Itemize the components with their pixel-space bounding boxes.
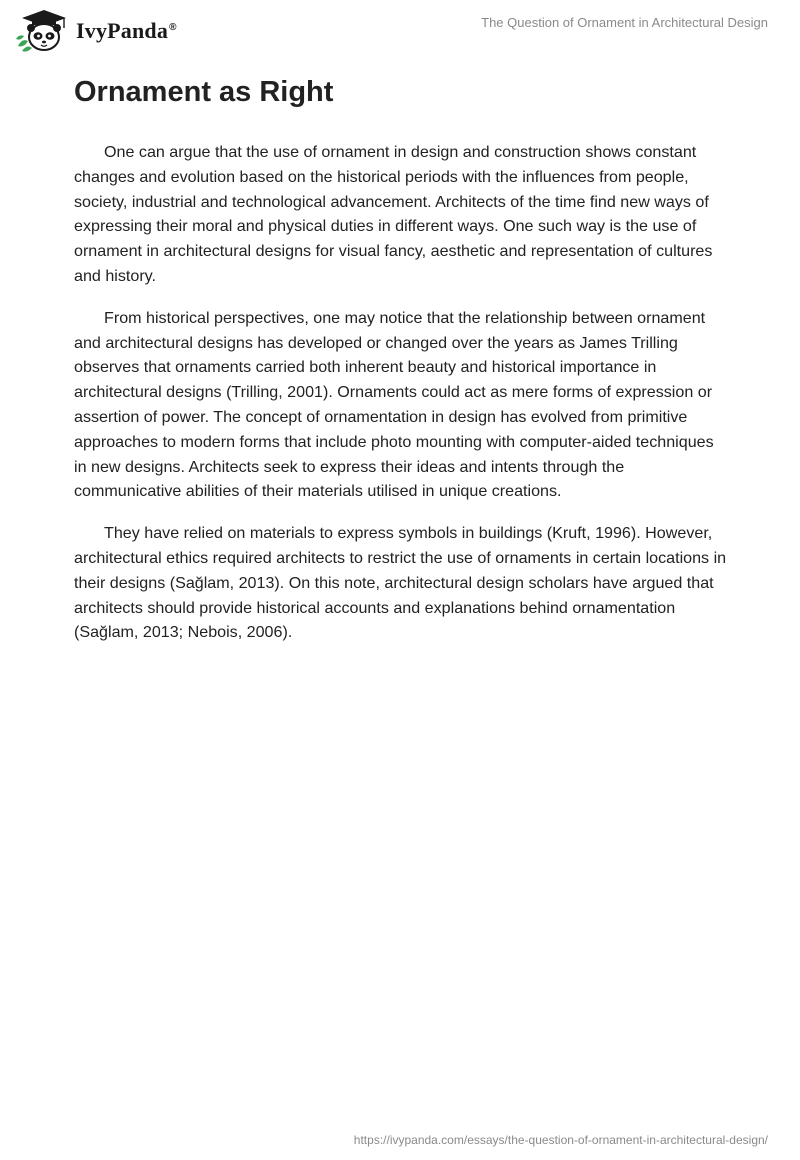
panda-graduate-icon: [14, 8, 74, 52]
source-url[interactable]: https://ivypanda.com/essays/the-question-of-ornament-in-architectural-design/: [353, 1133, 768, 1147]
article-body: [74, 70, 729, 662]
registered-mark: ®: [169, 21, 177, 33]
brand-name: IvyPanda®: [76, 18, 177, 43]
page-header: [0, 0, 800, 60]
document-title: The Question of Ornament in Architectural Design: [481, 15, 768, 30]
paragraph-1: One can argue that the use of ornament in design and construction shows constant changes and evolution based on the historical periods with the influences from people, society, industrial and technological advancement. Architects of the time find new ways of expressing their moral and physical duties in different ways. One such way is the use of ornament in architectural designs for visual fancy, aesthetic and representation of cultures and history.: [74, 143, 713, 285]
paragraph-2: From historical perspectives, one may notice that the relationship between ornament and architectural designs has developed or changed over the years as James Trilling observes that ornaments carried both inherent beauty and historical importance in architectural designs (Trilling, 2001). Ornaments could act as mere forms of expression or assertion of power. The concept of ornamentation in design has evolved from primitive approaches to modern forms that include photo mounting with computer-aided techniques in new designs. Architects seek to express their ideas and intents through the communicative abilities of their materials utilised in unique creations.: [74, 308, 714, 501]
section-heading: Ornament as Right: [74, 76, 334, 108]
paragraph-3: They have relied on materials to express symbols in buildings (Kruft, 1996). However, architectural ethics required architects to restrict the use of ornaments in certain locations in their designs (Sağlam, 2013). On this note, architectural design scholars have argued that architects should provide historical accounts and explanations behind ornamentation (Sağlam, 2013; Nebois, 2006).: [74, 524, 727, 642]
ivypanda-logo[interactable]: [14, 8, 177, 52]
